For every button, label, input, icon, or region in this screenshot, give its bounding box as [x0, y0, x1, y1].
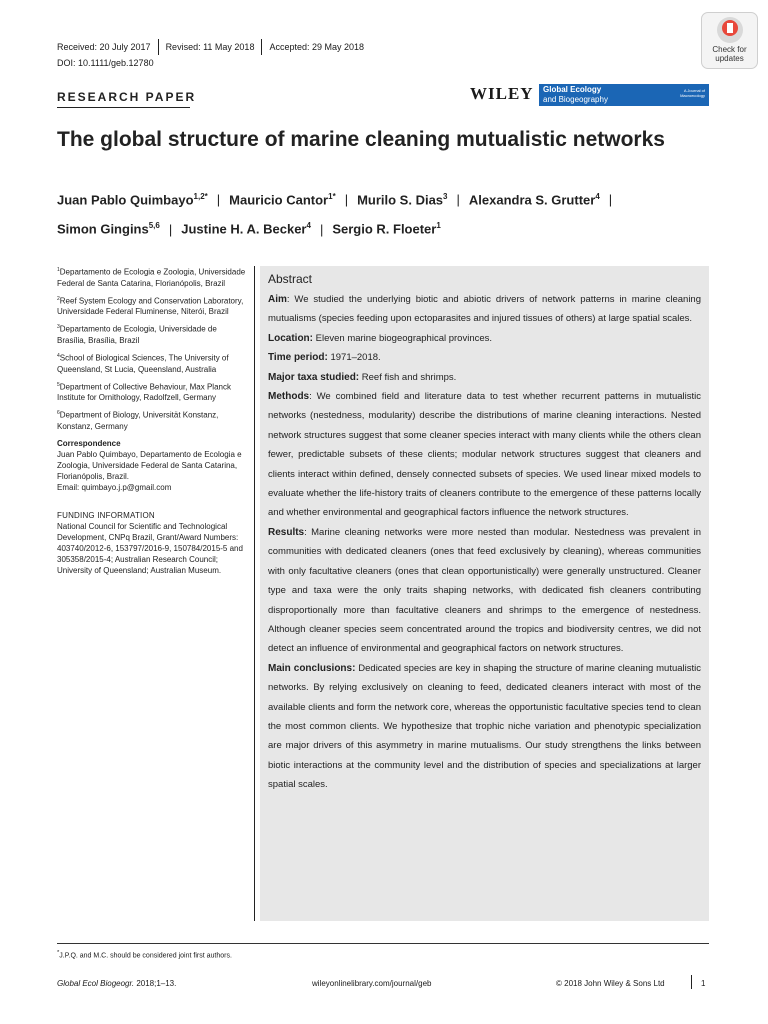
- doi-link[interactable]: DOI: 10.1111/geb.12780: [57, 58, 154, 68]
- author-affil-sup: 4: [595, 192, 600, 201]
- check-for-updates-label: Check for updates: [712, 45, 747, 63]
- footer-citation: Global Ecol Biogeogr. 2018;1–13.: [57, 979, 177, 988]
- journal-tagline: A Journal of Macroecology: [680, 88, 705, 98]
- footer-url[interactable]: wileyonlinelibrary.com/journal/geb: [312, 979, 432, 988]
- author-name[interactable]: Simon Gingins: [57, 221, 149, 237]
- funding-details: National Council for Scientific and Technological Development, CNPq Brazil, Grant/Award Numbers: 403740/2012-6, 153797/2016-9, 150784/2015-5 and 305358/2015-4; Australian Research Council; University of Queensland; Australian Museum.: [57, 521, 243, 575]
- author-affil-sup: 5,6: [148, 221, 160, 231]
- revised-date: Revised: 11 May 2018: [165, 42, 255, 52]
- publisher-logo: WILEY: [470, 84, 534, 103]
- abstract-taxa: Major taxa studied: Reef fish and shrimps.: [268, 371, 457, 383]
- author-separator: |: [344, 192, 349, 208]
- affiliation-item: $^3$Departamento de Ecologia, Universidade de Brasília, Brasília, Brazil: [57, 324, 217, 345]
- affiliation-item: $^6$Department of Biology, Universität Konstanz, Konstanz, Germany: [57, 410, 219, 431]
- abstract-methods: Methods: We combined field and literature data to test whether recurrent patterns in mutualistic networks (nestedness, modularity) describe the distributions of marine cleaning interactions. Nested network structures suggest that some cleaner species interact with many clients while the others clean fewer, predictable subsets of these clients; modular network structures suggest that cleaners and clients interact within defined, densely connected subsets of species. We used linear mixed models to evaluate whether the life-history traits of cleaners contribute to the emergence of these patterns locally and whether environmental and geographical factors influence the network structures.: [268, 391, 701, 519]
- author-name[interactable]: Juan Pablo Quimbayo: [57, 192, 194, 208]
- abstract-time-period: Time period: 1971–2018.: [268, 352, 381, 364]
- affiliation-item: $^1$Departamento de Ecologia e Zoologia, Universidade Federal de Santa Catarina, Florianópolis, Brazil: [57, 267, 246, 288]
- affiliation-item: $^5$Department of Collective Behaviour, Max Planck Institute for Ornithology, Radolfzell, Germany: [57, 381, 231, 403]
- affiliation-item: $^4$School of Biological Sciences, The University of Queensland, St Lucia, Queensland, Australia: [57, 352, 229, 374]
- abstract-aim: Aim: We studied the underlying biotic and abiotic drivers of network patterns in marine cleaning mutualisms (species feeding upon ectoparasites and injured tissues of others) at large spatial scales.: [268, 294, 701, 325]
- author-affil-sup: 1,2*: [193, 192, 208, 201]
- author-affil-sup: 1*: [328, 192, 336, 201]
- column-divider: [254, 266, 255, 921]
- correspondence-details: Juan Pablo Quimbayo, Departamento de Ecologia e Zoologia, Universidade Federal de Santa Catarina, Florianópolis, Brazil. Email: quimbayo.j.p@gmail.com: [57, 449, 242, 492]
- article-title: The global structure of marine cleaning mutualistic networks: [57, 128, 665, 151]
- abstract-location: Location: Eleven marine biogeographical provinces.: [268, 332, 493, 344]
- abstract-box: [260, 266, 709, 921]
- check-for-updates-button[interactable]: [701, 12, 758, 69]
- author-name[interactable]: Mauricio Cantor: [229, 192, 329, 208]
- author-line-1: [57, 184, 717, 213]
- author-separator: |: [319, 221, 324, 237]
- footnote: *J.P.Q. and M.C. should be considered joint first authors.: [57, 950, 232, 960]
- author-separator: |: [608, 192, 613, 208]
- journal-name-line2: and Biogeography: [543, 95, 608, 104]
- section-label: RESEARCH PAPER: [57, 90, 197, 104]
- date-divider: [261, 39, 262, 55]
- correspondence-heading: Correspondence: [57, 438, 121, 448]
- correspondence-email[interactable]: Email: quimbayo.j.p@gmail.com: [57, 482, 172, 492]
- funding-heading: FUNDING INFORMATION: [57, 510, 155, 520]
- author-name[interactable]: Sergio R. Floeter: [332, 221, 437, 237]
- affiliations-sidebar: [57, 265, 247, 581]
- page-number: 1: [701, 979, 706, 988]
- date-divider: [158, 39, 159, 55]
- author-separator: |: [456, 192, 460, 208]
- footnote-rule: [57, 943, 709, 944]
- accepted-date: Accepted: 29 May 2018: [269, 42, 365, 52]
- abstract-conclusions: Main conclusions: Dedicated species are key in shaping the structure of marine cleaning mutualistic networks. By relying exclusively on cleaning to feed, dedicated cleaners interact with most of the available clients and form the network core, whereas the opportunistic facultative species tend to clean the most common clients. We hypothesize that trophic niche variation and phenotypic specialization are major drivers of this asymmetry in marine mutualisms. Our study strengthens the links between biotic interactions at the community level and the distribution of species and specializations at larger spatial scales.: [268, 662, 702, 791]
- abstract-results: Results: Marine cleaning networks were more nested than modular. Nestedness was prevalent in communities with dedicated cleaners (ones that feed exclusively by cleaning), whereas communities with only facultative cleaners (ones that clean opportunistically) were generally unstructured. Cleaner type and taxa were the only traits shaping networks, with dedicated fish cleaners contributing disproportionally more than facultative cleaners and shrimps to the emergence of nestedness. Although cleaner species seem concentrated around the tropics and biodiversity centres, we did not detect an influence of environmental and geographical factors on network structures.: [268, 526, 701, 655]
- section-underline: [57, 107, 190, 108]
- author-separator: |: [168, 221, 173, 237]
- journal-name-line1: Global Ecology: [543, 85, 602, 94]
- author-name[interactable]: Justine H. A. Becker: [181, 221, 307, 237]
- journal-logo: [539, 84, 709, 106]
- author-affil-sup: 1: [436, 221, 441, 231]
- bookmark-icon: [717, 17, 743, 43]
- author-affil-sup: 4: [306, 221, 311, 231]
- author-name[interactable]: Alexandra S. Grutter: [468, 192, 596, 208]
- received-date: Received: 20 July 2017: [57, 42, 151, 52]
- author-affil-sup: 3: [443, 192, 448, 201]
- footer-divider: [691, 975, 692, 989]
- affiliation-item: $^2$Reef System Ecology and Conservation Laboratory, Universidade Federal Fluminense, Niterói, Brazil: [57, 295, 244, 317]
- author-list: [57, 184, 717, 243]
- abstract-heading: Abstract: [268, 272, 313, 286]
- author-name[interactable]: Murilo S. Dias: [357, 192, 444, 208]
- publication-dates: [57, 39, 364, 55]
- author-separator: |: [216, 192, 221, 208]
- footer-copyright: © 2018 John Wiley & Sons Ltd: [556, 979, 665, 988]
- author-line-2: [57, 213, 717, 242]
